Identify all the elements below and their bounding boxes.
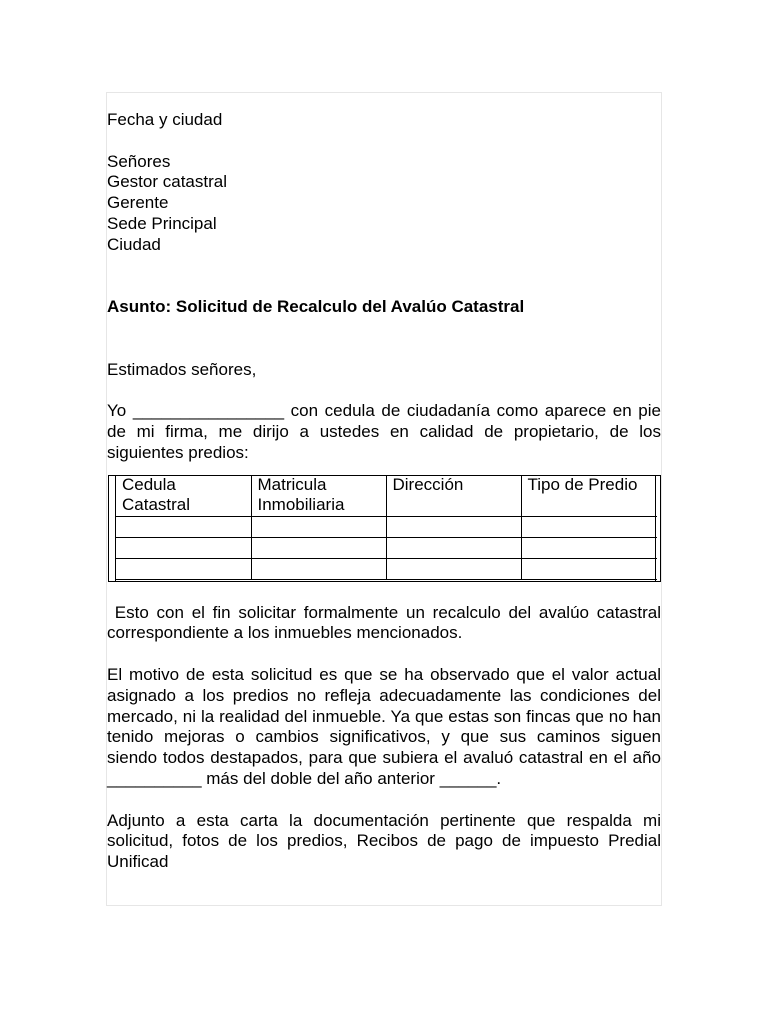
header-tipo-de-predio: Tipo de Predio — [521, 475, 657, 517]
header-matricula-inmobiliaria: Matricula Inmobiliaria — [251, 475, 386, 517]
table-cell — [251, 538, 386, 559]
date-city: Fecha y ciudad — [107, 110, 223, 129]
table-row — [116, 517, 657, 538]
table-cell — [116, 559, 251, 580]
properties-table-frame — [108, 475, 661, 582]
table-cell — [386, 559, 521, 580]
table-header-row — [116, 475, 657, 517]
header-cedula-catastral: Cedula Catastral — [116, 475, 251, 517]
table-cell — [386, 538, 521, 559]
reason-paragraph: El motivo de esta solicitud es que se ha observado que el valor actual asignado a los predios no refleja adecuadamente las condiciones del mercado, ni la realidad del inmueble. Ya que estas son fincas que no han tenido mejoras o cambios significativos, y que sus caminos siguen siendo todos destapados, para que subiera el avaluó catastral en el año __________ más del doble del año anterior ______. — [107, 664, 661, 788]
table-cell — [521, 559, 657, 580]
properties-table — [116, 475, 657, 581]
letter-body — [107, 110, 666, 873]
properties-table-inner — [115, 475, 656, 582]
table-row — [116, 559, 657, 580]
recipient-block — [107, 152, 661, 256]
table-cell — [386, 517, 521, 538]
recipient-line: Ciudad — [107, 234, 161, 254]
table-cell — [521, 538, 657, 559]
intro-paragraph: Yo ________________ con cedula de ciudadanía como aparece en pie de mi firma, me dirijo a ustedes en calidad de propietario, de los siguientes predios: — [107, 401, 661, 462]
header-direccion: Dirección — [386, 475, 521, 517]
recipient-line: Señores — [107, 151, 171, 171]
subject-line: Asunto: Solicitud de Recalculo del Avalúo Catastral — [107, 297, 525, 317]
table-cell — [251, 517, 386, 538]
table-cell — [251, 559, 386, 580]
table-cell — [521, 517, 657, 538]
purpose-paragraph: Esto con el fin solicitar formalmente un recalculo del avalúo catastral correspondiente a los inmuebles mencionados. — [107, 602, 666, 643]
attachments-paragraph: Adjunto a esta carta la documentación pertinente que respalda mi solicitud, fotos de los predios, Recibos de pago de impuesto Predial Unificad — [107, 810, 661, 872]
table-row — [116, 538, 657, 559]
table-cell — [116, 538, 251, 559]
recipient-line: Gestor catastral — [107, 172, 227, 192]
greeting: Estimados señores, — [107, 359, 257, 379]
document-page — [106, 92, 666, 906]
table-cell — [116, 517, 251, 538]
recipient-line: Gerente — [107, 193, 169, 213]
recipient-line: Sede Principal — [107, 213, 217, 233]
